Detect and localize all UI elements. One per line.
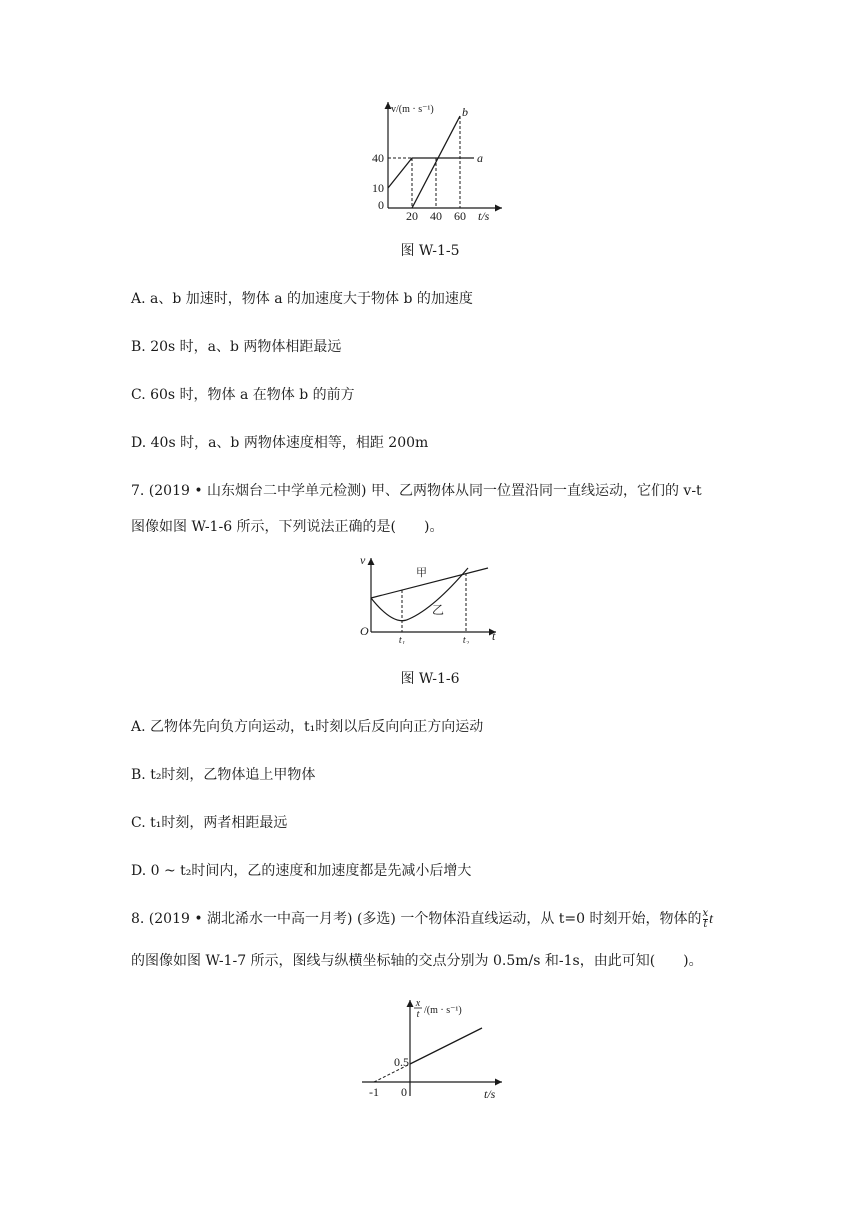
y-tick-10: 10 (372, 181, 384, 195)
x-tick-40: 40 (430, 209, 442, 221)
x-axis-label: t/s (484, 1087, 496, 1101)
figure-w-1-7 (360, 994, 510, 1106)
y-label-num: x (415, 998, 421, 1009)
q7-option-a: A. 乙物体先向负方向运动，t₁时刻以后反向向正方向运动 (131, 719, 484, 735)
q7-option-b: B. t₂时刻，乙物体追上甲物体 (131, 767, 316, 783)
q8-stem-t: t (709, 912, 714, 927)
fraction-numerator: x (702, 907, 709, 919)
y-tick-40: 40 (372, 151, 384, 165)
x-tick-20: 20 (406, 209, 418, 221)
caption-w-1-5: 图 W-1-5 (400, 243, 460, 259)
line-xt (410, 1028, 482, 1064)
vt-graph-ab (360, 96, 510, 221)
caption-w-1-6: 图 W-1-6 (400, 671, 460, 687)
y-tick-0: 0 (378, 198, 384, 212)
y-axis-label: v (360, 553, 366, 567)
q6-option-c: C. 60s 时，物体 a 在物体 b 的前方 (131, 387, 355, 403)
label-b: b (462, 105, 468, 119)
q6-option-d: D. 40s 时，a、b 两物体速度相等，相距 200m (131, 435, 429, 451)
q6-option-a: A. a、b 加速时，物体 a 的加速度大于物体 b 的加速度 (131, 291, 473, 307)
origin-label: O (360, 624, 369, 638)
y-label-den: t (416, 1009, 420, 1020)
q8-stem-line2: 的图像如图 W-1-7 所示，图线与纵横坐标轴的交点分别为 0.5m/s 和-1s，由此可知( )。 (131, 953, 703, 969)
figure-w-1-5 (360, 96, 510, 221)
q7-stem-line1: 7. (2019 • 山东烟台二中学单元检测) 甲、乙两物体从同一位置沿同一直线运动，它们的 v-t (131, 483, 702, 499)
xt-graph (360, 994, 510, 1106)
t1-label: t₁ (398, 635, 406, 644)
origin-label: 0 (401, 1085, 407, 1099)
label-jia: 甲 (416, 567, 427, 579)
q7-stem-line2: 图像如图 W-1-6 所示，下列说法正确的是( )。 (131, 519, 444, 535)
t2-label: t₂ (462, 635, 470, 644)
label-a: a (477, 151, 483, 165)
q7-option-c: C. t₁时刻，两者相距最远 (131, 815, 288, 831)
x-tick-60: 60 (454, 209, 466, 221)
q6-option-b: B. 20s 时，a、b 两物体相距最远 (131, 339, 342, 355)
q8-stem-line1 (131, 908, 713, 930)
q7-option-d: D. 0 ~ t₂时间内，乙的速度和加速度都是先减小后增大 (131, 863, 472, 879)
q8-stem-text: 8. (2019 • 湖北浠水一中高一月考) (多选) 一个物体沿直线运动，从 t=0 时刻开始，物体的 (131, 911, 702, 927)
vt-graph-jia-yi (354, 552, 504, 644)
y-tick-0-5: 0.5 (394, 1055, 409, 1069)
x-axis-label: t/s (478, 209, 490, 221)
label-yi: 乙 (432, 603, 445, 617)
figure-w-1-6 (354, 552, 504, 644)
x-axis-label: t (492, 629, 496, 643)
fraction-denominator: t (703, 918, 708, 930)
line-a (388, 158, 474, 188)
x-tick-neg1: -1 (369, 1085, 379, 1099)
y-label-unit: /(m · s⁻¹) (424, 1005, 462, 1016)
line-jia (371, 568, 488, 598)
x-over-t-fraction (703, 909, 709, 930)
y-axis-label: v/(m · s⁻¹) (391, 104, 434, 115)
